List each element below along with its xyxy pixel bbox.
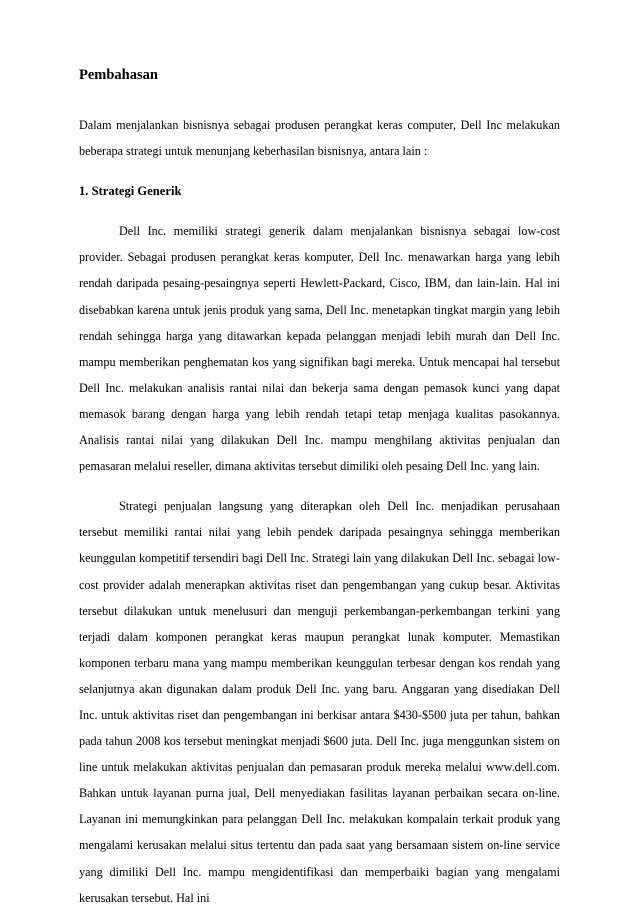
spacer (79, 204, 560, 218)
subsection-title: 1. Strategi Generik (79, 184, 182, 199)
body-paragraph-2: Strategi penjualan langsung yang diterapkan oleh Dell Inc. menjadikan perusahaan tersebut memiliki rantai nilai yang lebih pendek daripada pesaingnya sehingga memberikan keunggulan kompetitif tersendiri bagi Dell Inc. Strategi lain yang dilakukan Dell Inc. sebagai low-cost provider adalah menerapkan aktivitas riset dan pengembangan yang cukup besar. Aktivitas tersebut dilakukan untuk menelusuri dan menguji perkembangan-perkembangan terkini yang terjadi dalam komponen perangkat keras maupun perangkat lunak komputer. Memastikan komponen terbaru mana yang mampu memberikan keunggulan terbesar dengan kos rendah yang selanjutnya akan digunakan dalam produk Dell Inc. yang baru. Anggaran yang disediakan Dell Inc. untuk aktivitas riset dan pengembangan ini berkisar antara $430-$500 juta per tahun, bahkan pada tahun 2008 kos tersebut meningkat menjadi $600 juta. Dell Inc. juga menggunkan sistem on line untuk melakukan aktivitas penjualan dan pemasaran produk mereka melalui www.dell.com. Bahkan untuk layanan purna jual, Dell menyediakan fasilitas layanan perbaikan secara on-line. Layanan ini memungkinkan para pelanggan Dell Inc. melakukan kompalain terkait produk yang mengalami kerusakan melalui situs tertentu dan pada saat yang bersamaan sistem on-line service yang dimiliki Dell Inc. mampu mengidentifikasi dan memperbaiki bagian yang mengalami kerusakan tersebut. Hal ini (79, 499, 560, 905)
intro-paragraph: Dalam menjalankan bisnisnya sebagai produsen perangkat keras computer, Dell Inc melakukan beberapa strategi untuk menunjang keberhasilan bisnisnya, antara lain : (79, 118, 560, 159)
section-title: Pembahasan (79, 67, 158, 83)
spacer (79, 479, 560, 493)
spacer (79, 164, 560, 178)
body-paragraph-1: Dell Inc. memiliki strategi generik dalam menjalankan bisnisnya sebagai low-cost provider. Sebagai produsen perangkat keras komputer, Dell Inc. menawarkan harga yang lebih rendah daripada pesaing-pesaingnya seperti Hewlett-Packard, Cisco, IBM, dan lain-lain. Hal ini disebabkan karena untuk jenis produk yang sama, Dell Inc. menetapkan tingkat margin yang lebih rendah sehingga harga yang ditawarkan kepada pelanggan menjadi lebih murah dan Dell Inc. mampu memberikan penghematan kos yang signifikan bagi mereka. Untuk mencapai hal tersebut Dell Inc. melakukan analisis rantai nilai dan bekerja sama dengan pemasok kunci yang dapat memasok barang dengan harga yang lebih rendah tetapi tetap menjaga kualitas pasokannya. Analisis rantai nilai yang dilakukan Dell Inc. mampu menghilang aktivitas penjualan dan pemasaran melalui reseller, dimana aktivitas tersebut dimiliki oleh pesaing Dell Inc. yang lain. (79, 224, 560, 474)
document-body (79, 112, 560, 911)
